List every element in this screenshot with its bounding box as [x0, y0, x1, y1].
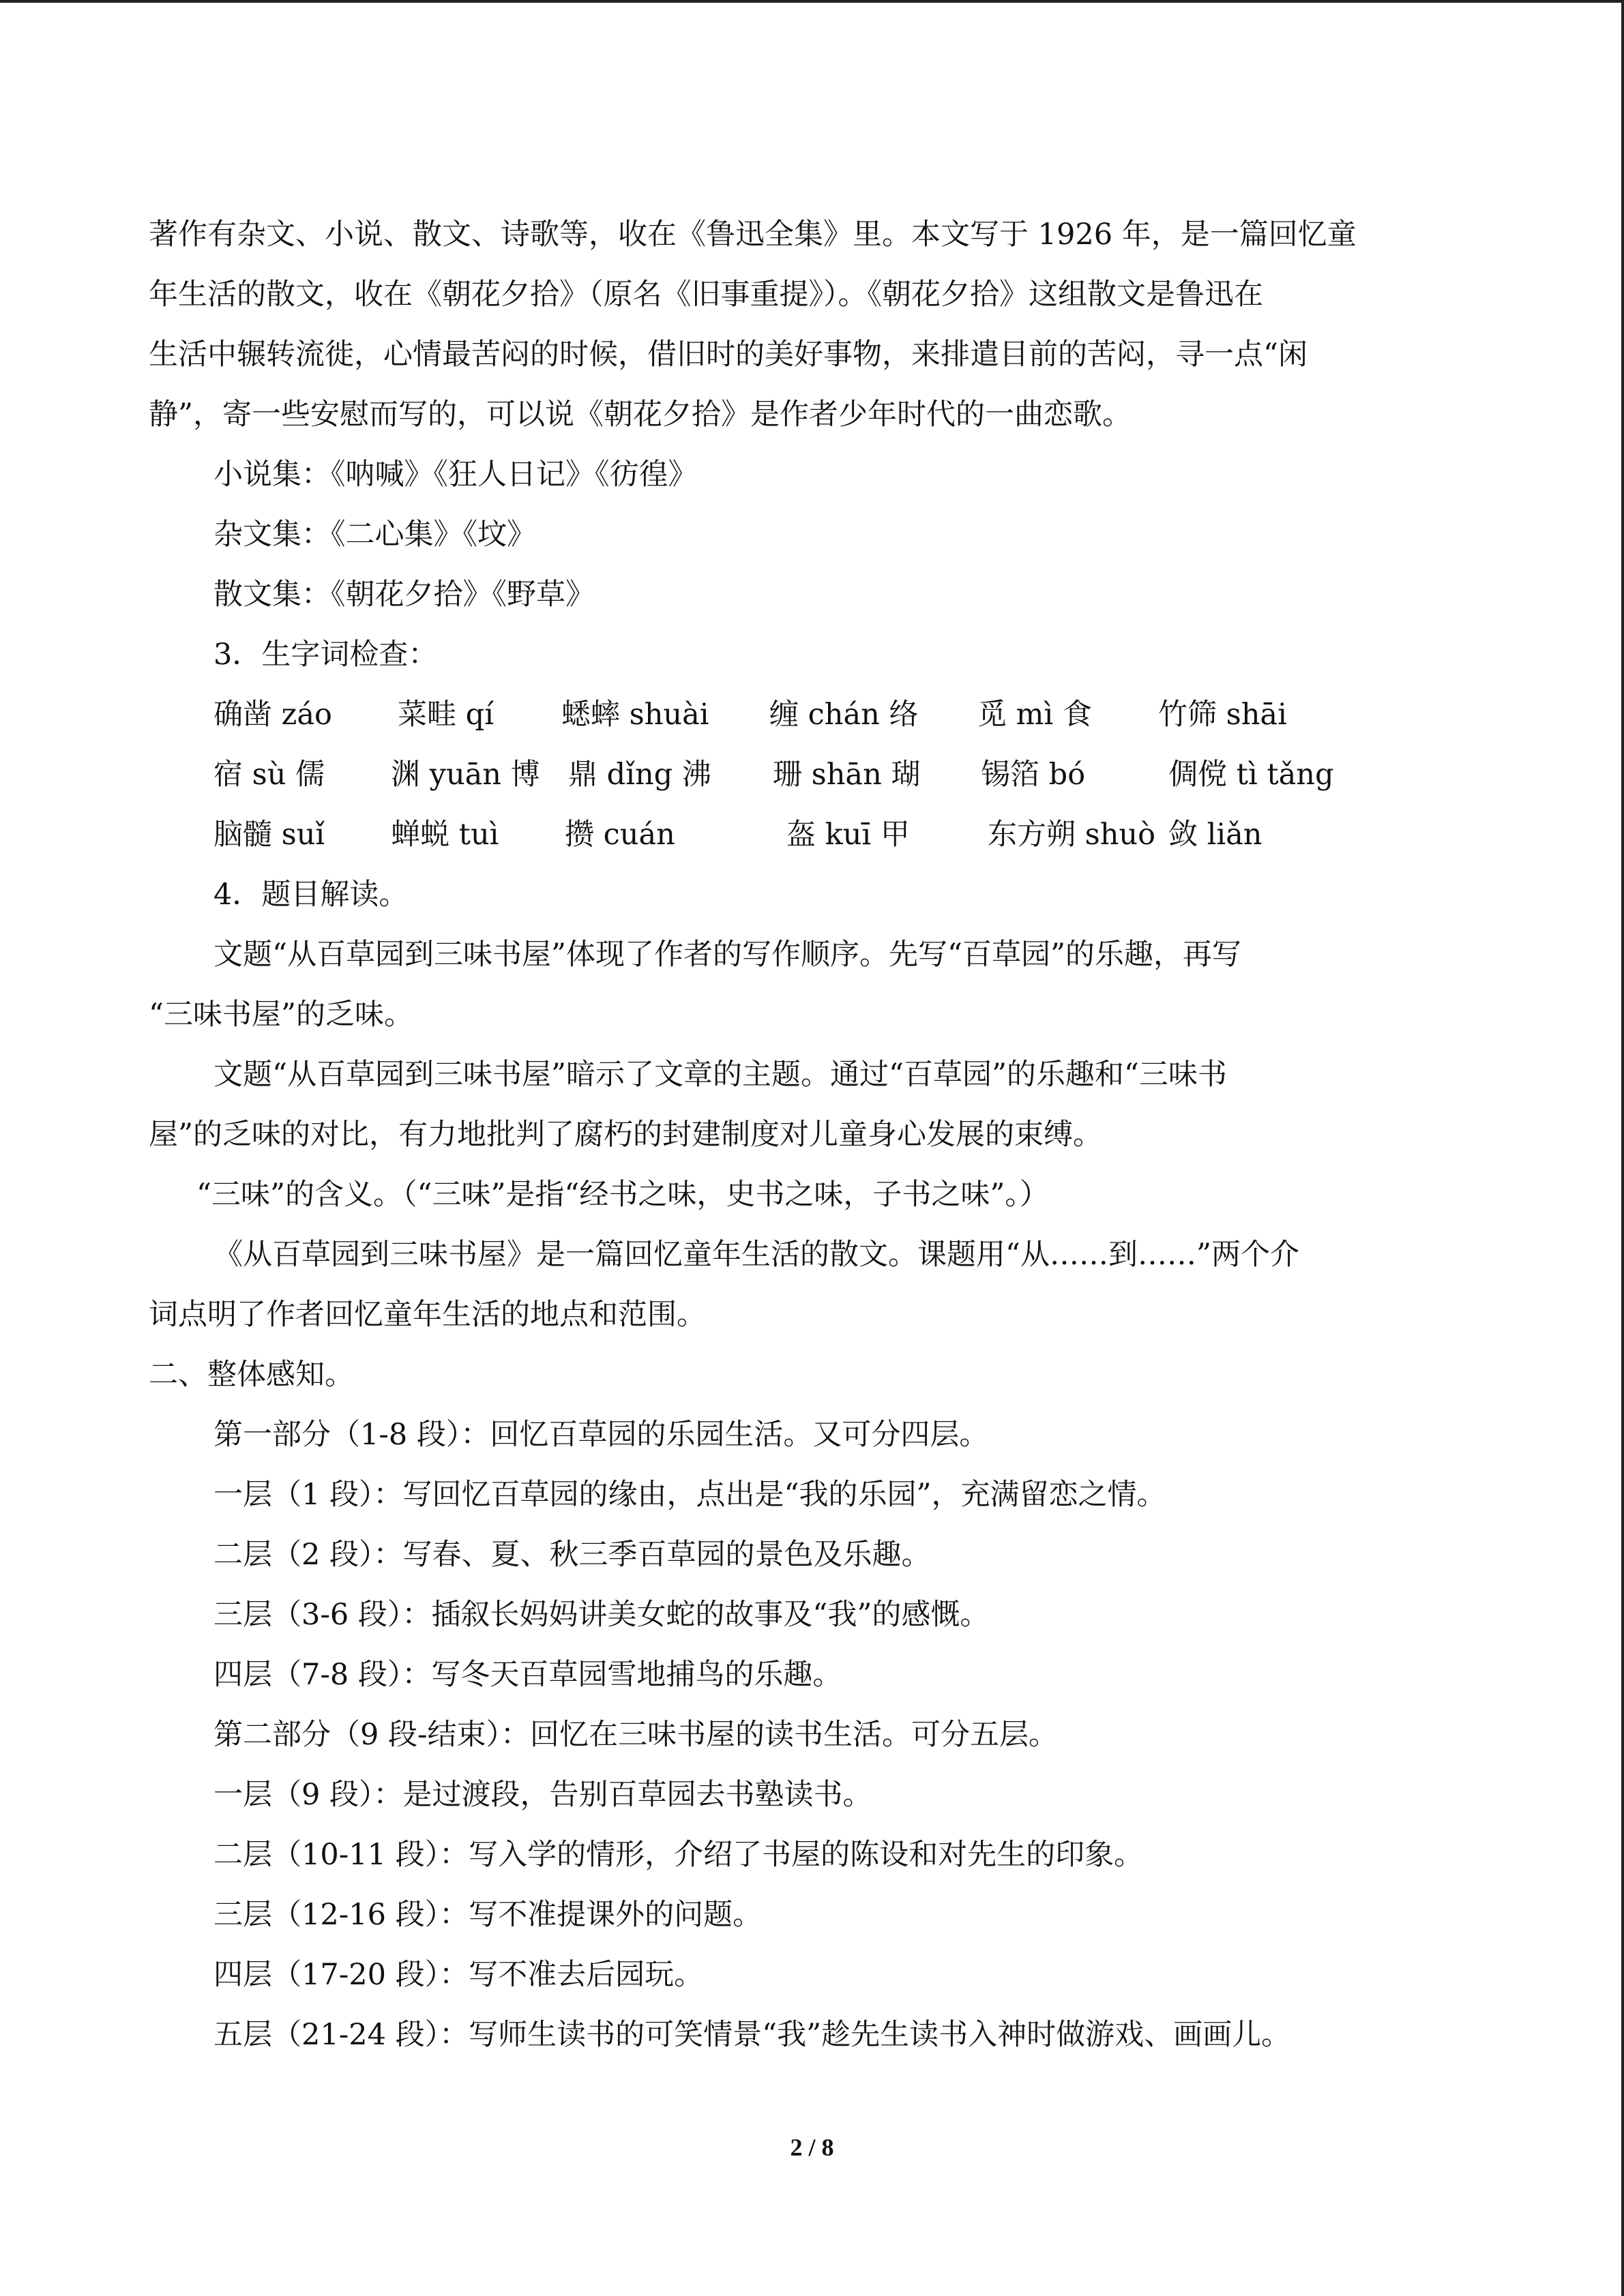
vocab-item: 攒 cuán: [565, 818, 675, 852]
vocab-item: 敛 liǎn: [1168, 818, 1263, 852]
vocab-item: 缠 chán 络: [769, 698, 919, 732]
structure-item: 四层（17-20 段）：写不准去后园玩。: [213, 1958, 704, 1992]
vocab-item: 锡箔 bó: [981, 758, 1086, 792]
collection-essays: 杂文集：《二心集》《坟》: [213, 518, 536, 552]
vocab-item: 蟋蟀 shuài: [561, 698, 709, 732]
page-number: 2 / 8: [790, 2134, 834, 2161]
intro-paragraph: [149, 205, 1479, 445]
intro-line: 著作有杂文、小说、散文、诗歌等，收在《鲁迅全集》里。本文写于 1926 年，是一篇回忆童: [149, 218, 1357, 252]
title-paragraph-theme: [149, 1045, 1479, 1165]
vocab-row: [149, 685, 1479, 745]
paragraph-line: 屋”的乏味的对比，有力地批判了腐朽的封建制度对儿童身心发展的束缚。: [149, 1118, 1102, 1152]
vocab-item: 确凿 záo: [213, 698, 332, 732]
structure-item: 三层（12-16 段）：写不准提课外的问题。: [213, 1898, 763, 1932]
document-body: [149, 205, 1479, 2065]
structure-item: 一层（9 段）：是过渡段，告别百草园去书塾读书。: [213, 1778, 872, 1812]
vocab-item: 宿 sù 儒: [213, 758, 325, 792]
collection-prose: 散文集：《朝花夕拾》《野草》: [213, 578, 595, 612]
paragraph-line: 《从百草园到三味书屋》是一篇回忆童年生活的散文。课题用“从……到……”两个介: [213, 1238, 1299, 1272]
title-paragraph-order: [149, 925, 1479, 1045]
title-paragraph-scope: [149, 1225, 1479, 1345]
vocab-item: 渊 yuān 博: [391, 758, 540, 792]
vocab-item: 倜傥 tì tǎng: [1168, 758, 1334, 792]
title-heading: 4．题目解读。: [213, 878, 409, 912]
structure-item: 二层（2 段）：写春、夏、秋三季百草园的景色及乐趣。: [213, 1538, 931, 1572]
structure-list: [149, 1405, 1479, 2065]
vocab-item: 蝉蜕 tuì: [391, 818, 499, 852]
page-border-top: [0, 0, 1624, 3]
structure-item: 四层（7-8 段）：写冬天百草园雪地捕鸟的乐趣。: [213, 1658, 842, 1692]
intro-line: 生活中辗转流徙，心情最苦闷的时候，借旧时的美好事物，来排遣目前的苦闷，寻一点“闲: [149, 338, 1308, 372]
vocab-item: 菜畦 qí: [398, 698, 494, 732]
structure-item: 二层（10-11 段）：写入学的情形，介绍了书屋的陈设和对先生的印象。: [213, 1838, 1144, 1872]
intro-line: 静”，寄一些安慰而写的，可以说《朝花夕拾》是作者少年时代的一曲恋歌。: [149, 398, 1132, 432]
vocab-item: 珊 shān 瑚: [773, 758, 921, 792]
vocab-row: [149, 745, 1479, 805]
vocab-heading: 3．生字词检查：: [213, 638, 438, 672]
structure-item: 一层（1 段）：写回忆百草园的缘由，点出是“我的乐园”，充满留恋之情。: [213, 1478, 1166, 1512]
vocab-row: [149, 805, 1479, 865]
vocab-item: 鼎 dǐng 沸: [568, 758, 711, 792]
page-border-right: [1621, 0, 1624, 2296]
vocab-item: 东方朔 shuò: [988, 818, 1156, 852]
intro-line: 年生活的散文，收在《朝花夕拾》（原名《旧事重提》）。《朝花夕拾》这组散文是鲁迅在: [149, 278, 1263, 312]
title-paragraph-meaning: “三味”的含义。（“三味”是指“经书之味，史书之味，子书之味”。）: [196, 1178, 1049, 1212]
structure-item: 三层（3-6 段）：插叙长妈妈讲美女蛇的故事及“我”的感慨。: [213, 1598, 990, 1632]
paragraph-line: 文题“从百草园到三味书屋”体现了作者的写作顺序。先写“百草园”的乐趣，再写: [213, 938, 1241, 972]
structure-item: 第一部分（1-8 段）：回忆百草园的乐园生活。又可分四层。: [213, 1418, 989, 1452]
collection-novels: 小说集：《呐喊》《狂人日记》《彷徨》: [213, 458, 698, 492]
structure-item: 第二部分（9 段-结束）：回忆在三味书屋的读书生活。可分五层。: [213, 1718, 1059, 1752]
structure-item: 五层（21-24 段）：写师生读书的可笑情景“我”趁先生读书入神时做游戏、画画儿。: [213, 2018, 1291, 2052]
vocab-item: 觅 mì 食: [977, 698, 1092, 732]
vocab-item: 竹筛 shāi: [1158, 698, 1287, 732]
vocab-item: 盔 kuī 甲: [786, 818, 910, 852]
paragraph-line: “三味书屋”的乏味。: [149, 998, 413, 1032]
vocab-item: 脑髓 suǐ: [213, 818, 325, 852]
paragraph-line: 词点明了作者回忆童年生活的地点和范围。: [149, 1298, 706, 1332]
paragraph-line: 文题“从百草园到三味书屋”暗示了文章的主题。通过“百草园”的乐趣和“三味书: [213, 1058, 1227, 1092]
section-two-heading: 二、整体感知。: [149, 1358, 354, 1392]
